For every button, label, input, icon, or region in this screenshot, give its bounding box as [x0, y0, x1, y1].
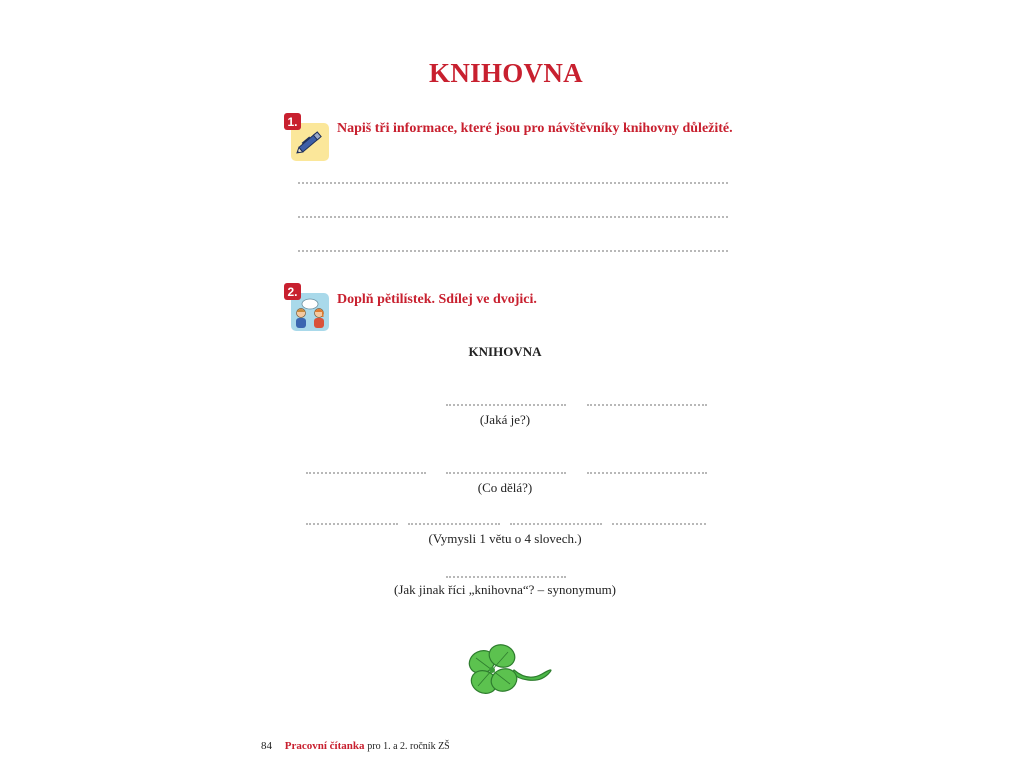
poem-line4-blank-4[interactable] — [612, 523, 706, 525]
poem-line2-blank-1[interactable] — [446, 404, 566, 406]
poem-line4-label: (Vymysli 1 větu o 4 slovech.) — [428, 531, 582, 546]
answer-line-1[interactable] — [298, 182, 728, 184]
answer-line-3[interactable] — [298, 250, 728, 252]
page-number: 84 — [261, 740, 272, 752]
book-title: Pracovní čítanka — [284, 740, 365, 752]
book-subtitle: pro 1. a 2. ročník ZŠ — [367, 741, 450, 752]
poem-line3-label: (Co dělá?) — [477, 480, 533, 495]
poem-line4-blank-1[interactable] — [306, 523, 398, 525]
poem-line3-blank-3[interactable] — [587, 472, 707, 474]
poem-line2-blank-2[interactable] — [587, 404, 707, 406]
poem-line3-blank-1[interactable] — [306, 472, 426, 474]
task2-instruction: Doplň pětilístek. Sdílej ve dvojici. — [337, 292, 537, 307]
poem-line4-blank-3[interactable] — [510, 523, 602, 525]
task2-number-badge: 2. — [284, 283, 301, 300]
four-leaf-clover-icon — [462, 640, 560, 698]
poem-line5-blank[interactable] — [446, 576, 566, 578]
poem-line4-blank-2[interactable] — [408, 523, 500, 525]
poem-title: KNIHOVNA — [468, 344, 542, 359]
poem-line5-label: (Jak jinak říci „knihovna“? – synonymum) — [393, 582, 617, 597]
page-footer — [261, 740, 450, 752]
task1-number-badge: 1. — [284, 113, 301, 130]
poem-line2-label: (Jaká je?) — [479, 412, 531, 427]
poem-line3-blank-2[interactable] — [446, 472, 566, 474]
page-title: KNIHOVNA — [429, 58, 583, 88]
answer-line-2[interactable] — [298, 216, 728, 218]
task1-instruction: Napiš tři informace, které jsou pro návštěvníky knihovny důležité. — [337, 121, 733, 136]
